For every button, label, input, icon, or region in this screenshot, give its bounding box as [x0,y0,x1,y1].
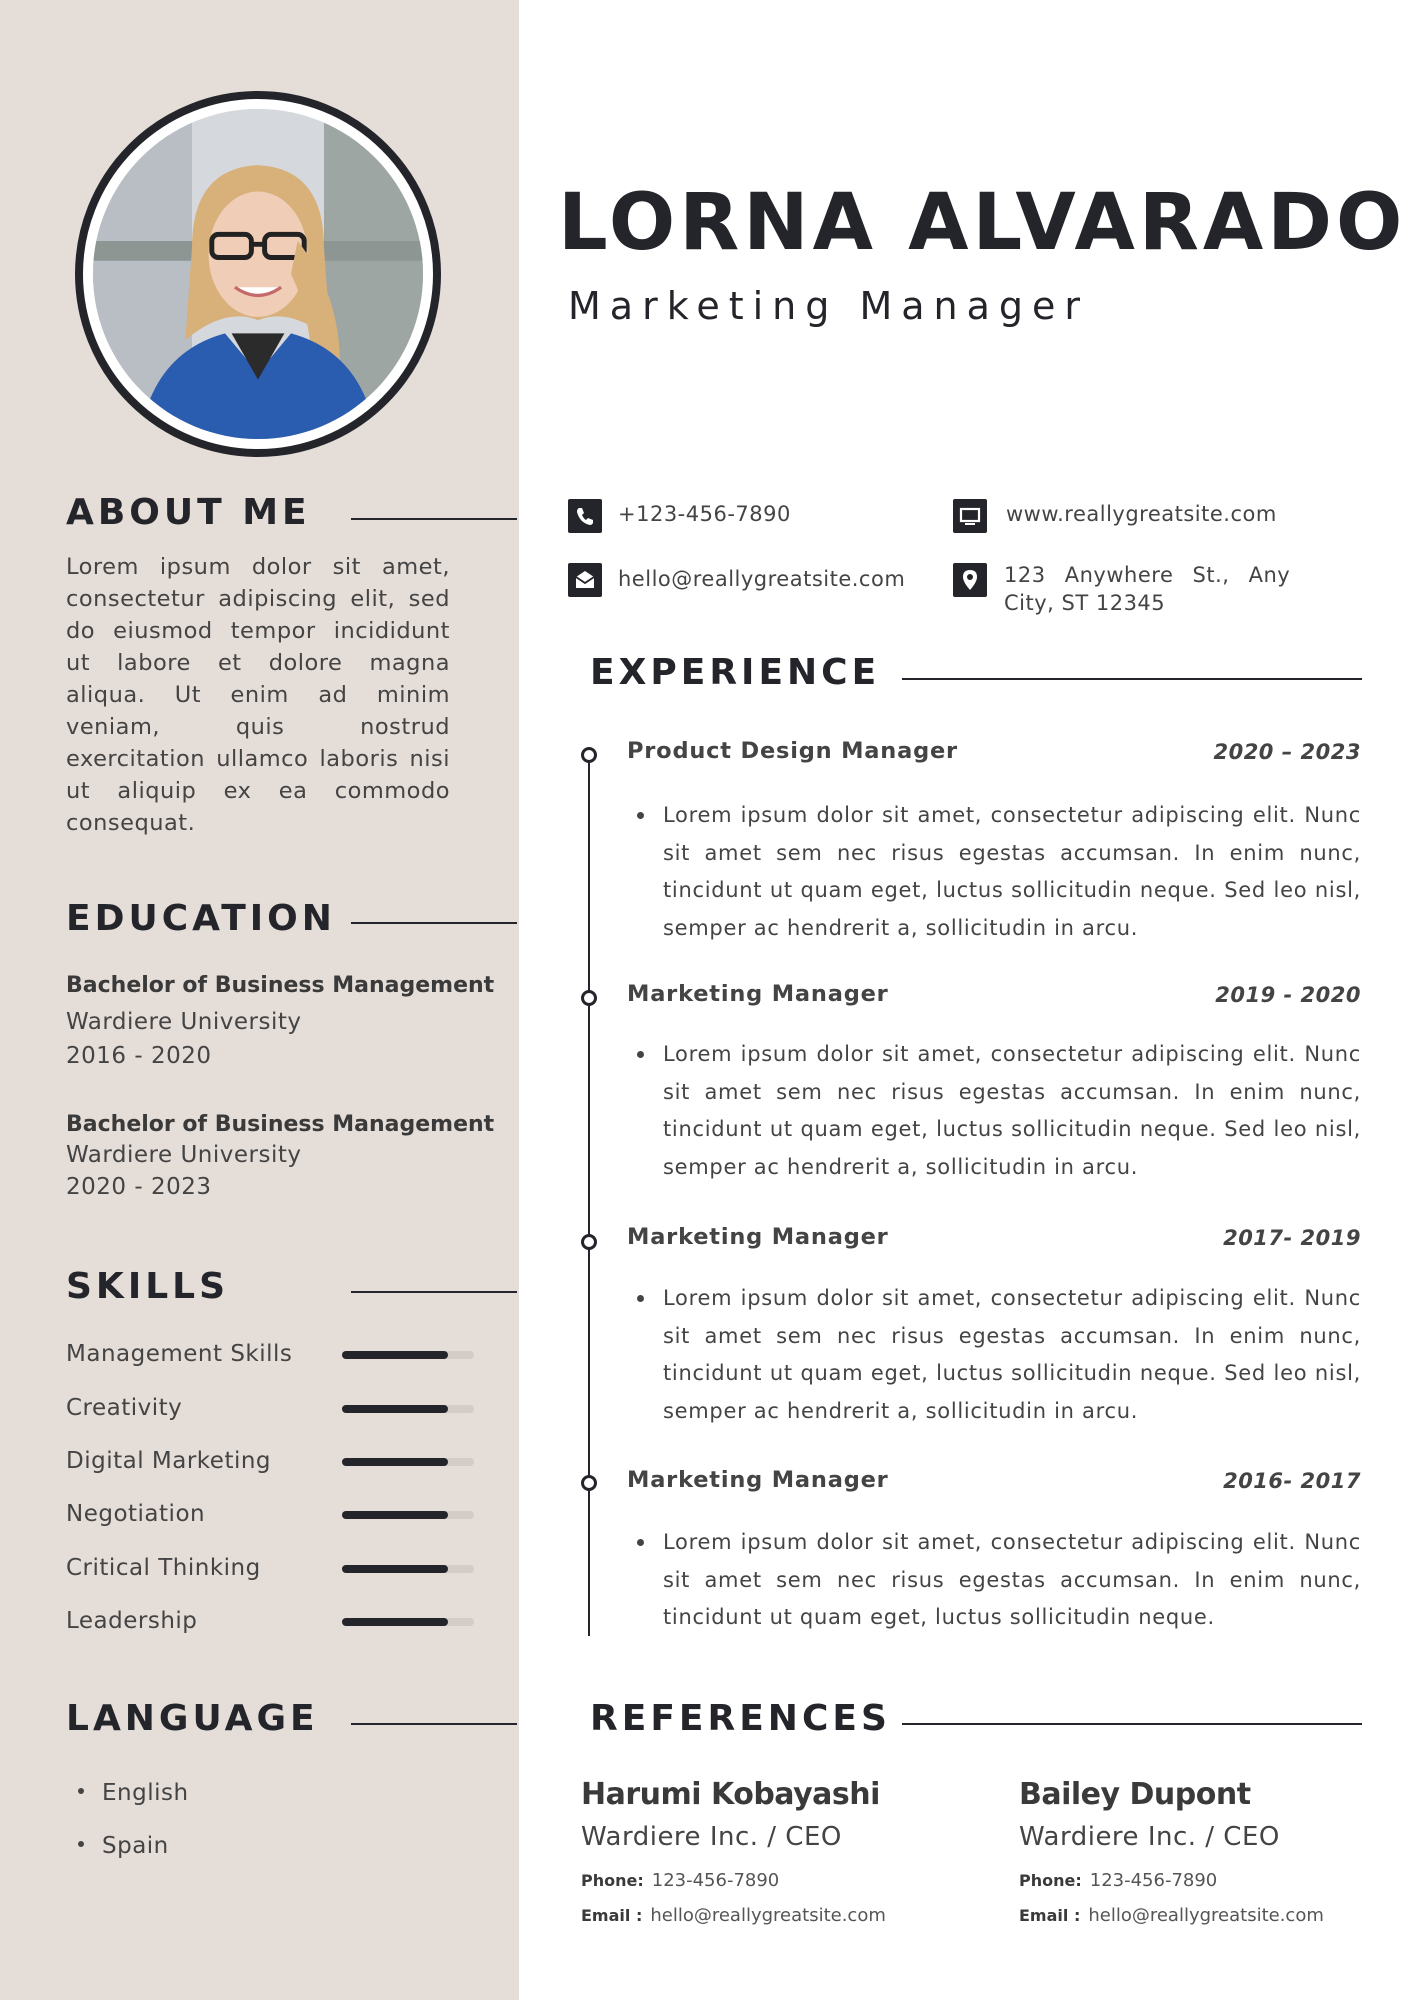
skills-divider [351,1291,517,1293]
address-text [1004,561,1298,617]
skill-bar-fill [342,1405,448,1413]
reference-name: Bailey Dupont [1019,1777,1251,1812]
skill-row [66,1552,486,1584]
skill-label: Digital Marketing [66,1448,272,1474]
job-description: Lorem ipsum dolor sit amet, consectetur adipiscing elit. Nunc sit amet sem nec risus egestas accumsan. In enim nunc, tincidunt ut quam eget, luctus sollicitudin neque. Sed leo nisl, semper ac hendrerit a, sollicitudin in arcu. [663,803,1361,940]
reference-phone-value: 123-456-7890 [1089,1870,1218,1891]
education-item [66,971,516,1069]
profile-photo [93,109,423,439]
skill-bar [342,1405,474,1413]
timeline-node [581,990,597,1006]
reference-company: Wardiere Inc. / CEO [581,1822,842,1852]
sidebar [0,0,519,2000]
bullet [637,1295,644,1302]
about-text: Lorem ipsum dolor sit amet, consectetur adipiscing elit, sed do eiusmod tempor incididunt ut labore et dolore magna aliqua. Ut enim ad minim veniam, quis nostrud exercitation ullamco laboris nisi ut aliquip ex ea commodo consequat. [66,554,450,836]
job-description: Lorem ipsum dolor sit amet, consectetur adipiscing elit. Nunc sit amet sem nec risus egestas accumsan. In enim nunc, tincidunt ut quam eget, luctus sollicitudin neque. Sed leo nisl, semper ac hendrerit a, sollicitudin in arcu. [663,1042,1361,1179]
phone-label: Phone: [1019,1871,1082,1890]
bullet [637,1539,644,1546]
references-title: REFERENCES [590,1698,891,1739]
skill-label: Management Skills [66,1341,293,1367]
bullet [637,812,644,819]
skill-row [66,1605,486,1637]
education-degree: Bachelor of Business Management [66,1112,495,1137]
language-title: LANGUAGE [66,1698,319,1739]
skill-label: Negotiation [66,1501,206,1527]
email-label: Email : [581,1906,643,1925]
skill-bar-fill [342,1618,448,1626]
job-title: Marketing Manager [627,981,889,1007]
mail-icon [568,563,602,597]
job-title: Marketing Manager [627,1224,889,1250]
candidate-name: LORNA ALVARADO [558,178,1407,268]
skill-row [66,1445,486,1477]
language-label: Spain [102,1833,169,1859]
skill-label: Critical Thinking [66,1555,261,1581]
job-years: 2017- 2019 [1223,1226,1361,1250]
skill-bar-fill [342,1565,448,1573]
skill-bar [342,1618,474,1626]
reference-phone [581,1870,779,1891]
experience-timeline [588,754,590,1636]
skill-row [66,1392,486,1424]
job-years: 2016- 2017 [1223,1469,1361,1493]
skill-label: Leadership [66,1608,198,1634]
address-line-2: City, ST 12345 [1004,591,1166,615]
skill-bar-fill [342,1458,448,1466]
skill-bar-fill [342,1511,448,1519]
bullet [637,1051,644,1058]
education-school: Wardiere University [66,1009,302,1035]
reference-company: Wardiere Inc. / CEO [1019,1822,1280,1852]
skill-label: Creativity [66,1395,183,1421]
skill-bar-fill [342,1351,448,1359]
job-years: 2020 – 2023 [1213,740,1361,764]
job-title: Product Design Manager [627,738,958,764]
timeline-node [581,1234,597,1250]
phone-label: Phone: [581,1871,644,1890]
job-years: 2019 - 2020 [1215,983,1361,1007]
job-description: Lorem ipsum dolor sit amet, consectetur adipiscing elit. Nunc sit amet sem nec risus egestas accumsan. In enim nunc, tincidunt ut quam eget, luctus sollicitudin neque. [663,1530,1361,1629]
email-text: hello@reallygreatsite.com [618,567,906,591]
skill-row [66,1498,486,1530]
education-degree: Bachelor of Business Management [66,973,495,998]
language-divider [351,1723,517,1725]
reference-email [581,1905,886,1926]
phone-icon [568,499,602,533]
address-line-1: 123 Anywhere St., Any [1004,563,1291,587]
email-label: Email : [1019,1906,1081,1925]
experience-title: EXPERIENCE [590,652,881,693]
about-divider [351,518,517,520]
skill-bar [342,1351,474,1359]
reference-email-value: hello@reallygreatsite.com [1088,1905,1324,1926]
skill-bar [342,1511,474,1519]
skill-row [66,1338,486,1370]
candidate-role: Marketing Manager [568,284,1090,328]
monitor-icon [953,499,987,533]
reference-phone-value: 123-456-7890 [651,1870,780,1891]
job-title: Marketing Manager [627,1467,889,1493]
phone-text: +123-456-7890 [618,502,791,526]
location-pin-icon [953,563,987,597]
skill-bar [342,1458,474,1466]
bullet [78,1788,84,1794]
job-description: Lorem ipsum dolor sit amet, consectetur adipiscing elit. Nunc sit amet sem nec risus egestas accumsan. In enim nunc, tincidunt ut quam eget, luctus sollicitudin neque. Sed leo nisl, semper ac hendrerit a, sollicitudin in arcu. [663,1286,1361,1423]
timeline-node [581,747,597,763]
skill-bar [342,1565,474,1573]
portrait-image [93,109,423,439]
about-title: ABOUT ME [66,492,311,533]
skills-title: SKILLS [66,1266,230,1307]
education-divider [351,922,517,924]
education-years: 2020 - 2023 [66,1174,212,1200]
reference-name: Harumi Kobayashi [581,1777,880,1812]
education-years: 2016 - 2020 [66,1043,212,1069]
website-text: www.reallygreatsite.com [1006,502,1277,526]
reference-email-value: hello@reallygreatsite.com [650,1905,886,1926]
reference-email [1019,1905,1324,1926]
language-item [78,1833,169,1859]
education-item [66,1110,516,1200]
education-title: EDUCATION [66,898,336,939]
education-school: Wardiere University [66,1142,302,1168]
bullet [78,1841,84,1847]
experience-divider [902,678,1362,680]
profile-photo-frame [75,91,441,457]
language-item [78,1780,189,1806]
language-label: English [102,1780,189,1806]
references-divider [902,1723,1362,1725]
timeline-node [581,1475,597,1491]
reference-phone [1019,1870,1217,1891]
